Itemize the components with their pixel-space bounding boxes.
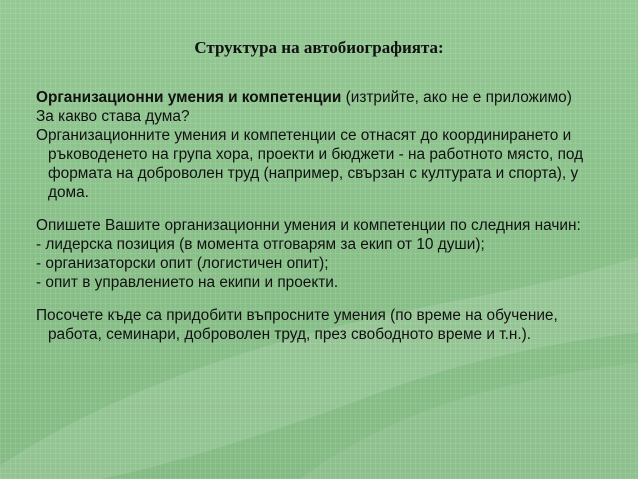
closing-text: Посочете къде са придобити въпросните умения (по време на обучение, работа, семинари, доброволен труд, през свободното време и т.н.).	[36, 307, 558, 343]
definition-text: Организационните умения и компетенции се отнасят до координирането и ръководенето на група хора, проекти и бюджети - на работното място, под формата на доброволен труд (например, свързан с културата и спорта), у дома.	[36, 127, 584, 201]
section-note: (изтрийте, ако не е приложимо)	[341, 89, 572, 106]
section-heading: Организационни умения и компетенции	[36, 89, 342, 106]
example-item: - опит в управлението на екипи и проекти.	[36, 274, 339, 291]
example-item: - организаторски опит (логистичен опит);	[36, 255, 329, 272]
question-text: За какво става дума?	[36, 108, 190, 125]
example-item: - лидерска позиция (в момента отговарям за екип от 10 души);	[36, 236, 485, 253]
instruction-text: Опишете Вашите организационни умения и компетенции по следния начин:	[36, 217, 581, 234]
slide-body	[36, 88, 606, 344]
section-heading-paragraph	[36, 88, 606, 107]
slide-title: Структура на автобиографията:	[194, 38, 444, 57]
